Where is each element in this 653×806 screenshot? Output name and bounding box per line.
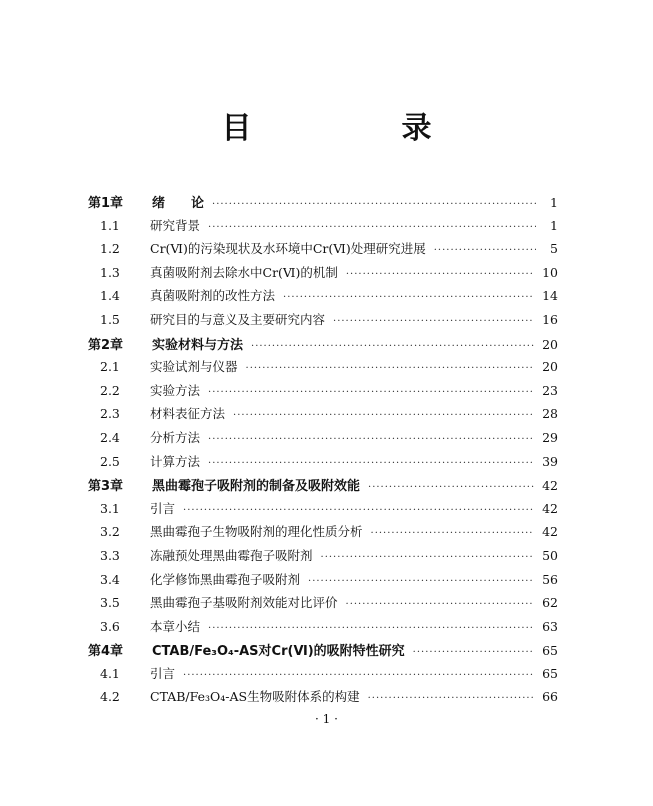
toc-entry-page: 42 <box>542 500 558 516</box>
toc-entry-title: 实验试剂与仪器 <box>150 359 238 375</box>
toc-section-entry <box>88 381 558 405</box>
toc-section-entry <box>88 357 558 381</box>
toc-section-entry <box>88 593 558 617</box>
toc-entry-number: 2.5 <box>100 453 120 469</box>
toc-entry-number: 2.2 <box>100 382 120 398</box>
toc-entry-page: 23 <box>542 382 558 398</box>
toc-entry-page: 29 <box>542 429 558 445</box>
toc-section-entry <box>88 216 558 240</box>
toc-entry-page: 14 <box>542 288 558 304</box>
toc-entry-number: 4.1 <box>100 665 120 681</box>
toc-entry-number: 3.3 <box>100 547 120 563</box>
toc-leader-dots <box>208 434 534 445</box>
toc-entry-title: 计算方法 <box>150 453 201 469</box>
toc-chapter-entry <box>88 640 558 664</box>
toc-entry-title: 冻融预处理黑曲霉孢子吸附剂 <box>150 547 313 563</box>
toc-entry-number: 第3章 <box>88 479 124 495</box>
toc-entry-title: 黑曲霉孢子吸附剂的制备及吸附效能 <box>152 479 361 495</box>
toc-section-entry <box>88 546 558 570</box>
toc-entry-page: 42 <box>542 478 558 494</box>
toc-entry-page: 10 <box>542 264 558 280</box>
toc-leader-dots <box>283 292 534 303</box>
toc-entry-title: 研究目的与意义及主要研究内容 <box>150 311 326 327</box>
toc-entry-title: 实验方法 <box>150 382 201 398</box>
toc-entry-page: 65 <box>542 665 558 681</box>
toc-section-entry <box>88 452 558 476</box>
toc-section-entry <box>88 499 558 523</box>
toc-section-entry <box>88 310 558 334</box>
toc-entry-page: 66 <box>542 689 558 705</box>
toc-leader-dots <box>212 199 536 210</box>
toc-entry-number: 4.2 <box>100 689 120 705</box>
toc-leader-dots <box>321 552 535 563</box>
toc-entry-number: 1.2 <box>100 241 120 257</box>
toc-leader-dots <box>183 670 534 681</box>
toc-entry-page: 42 <box>542 524 558 540</box>
toc-entry-number: 第2章 <box>88 337 124 353</box>
toc-entry-title: 本章小结 <box>150 618 201 634</box>
toc-leader-dots <box>308 576 534 587</box>
toc-entry-page: 39 <box>542 453 558 469</box>
toc-entry-title: 化学修饰黑曲霉孢子吸附剂 <box>150 571 301 587</box>
toc-leader-dots <box>346 269 534 280</box>
toc-leader-dots <box>208 458 534 469</box>
toc-entry-title: 引言 <box>150 665 176 681</box>
toc-chapter-entry <box>88 475 558 499</box>
toc-section-entry <box>88 286 558 310</box>
toc-section-entry <box>88 687 558 711</box>
toc-entry-page: 20 <box>542 359 558 375</box>
toc-leader-dots <box>208 623 534 634</box>
toc-entry-number: 1.4 <box>100 288 120 304</box>
toc-entry-page: 65 <box>542 643 558 659</box>
toc-entry-title: 研究背景 <box>150 217 201 233</box>
toc-section-entry <box>88 404 558 428</box>
toc-entry-title: 黑曲霉孢子基吸附剂效能对比评价 <box>150 595 338 611</box>
toc-leader-dots <box>208 222 536 233</box>
toc-entry-title: 真菌吸附剂去除水中Cr(Ⅵ)的机制 <box>150 264 338 280</box>
toc-leader-dots <box>333 316 534 327</box>
toc-entry-number: 第4章 <box>88 644 124 660</box>
toc-entry-number: 1.5 <box>100 311 120 327</box>
toc-entry-page: 62 <box>542 595 558 611</box>
toc-section-entry <box>88 428 558 452</box>
toc-entry-title: 黑曲霉孢子生物吸附剂的理化性质分析 <box>150 524 363 540</box>
toc-entry-number: 1.1 <box>100 217 120 233</box>
table-of-contents <box>88 192 558 711</box>
toc-entry-number: 1.3 <box>100 264 120 280</box>
toc-entry-page: 63 <box>542 618 558 634</box>
toc-leader-dots <box>434 245 536 256</box>
toc-entry-page: 28 <box>542 406 558 422</box>
toc-chapter-entry <box>88 334 558 358</box>
toc-entry-title: 材料表征方法 <box>150 406 226 422</box>
toc-section-entry <box>88 617 558 641</box>
toc-leader-dots <box>246 363 535 374</box>
toc-leader-dots <box>413 647 534 658</box>
toc-entry-number: 3.4 <box>100 571 120 587</box>
toc-entry-page: 20 <box>542 336 558 352</box>
toc-entry-title: 实验材料与方法 <box>152 337 244 353</box>
toc-entry-number: 3.6 <box>100 618 120 634</box>
toc-entry-page: 5 <box>550 241 558 257</box>
toc-entry-number: 2.4 <box>100 429 120 445</box>
toc-entry-title: CTAB/Fe₃O₄-AS生物吸附体系的构建 <box>150 689 360 705</box>
toc-leader-dots <box>208 387 534 398</box>
toc-section-entry <box>88 570 558 594</box>
toc-leader-dots <box>251 341 534 352</box>
toc-entry-page: 56 <box>542 571 558 587</box>
toc-entry-number: 3.2 <box>100 524 120 540</box>
page-number: · 1 · <box>315 712 338 726</box>
toc-entry-title: CTAB/Fe₃O₄-AS对Cr(Ⅵ)的吸附特性研究 <box>152 644 405 660</box>
toc-entry-page: 1 <box>550 195 558 210</box>
toc-chapter-entry <box>88 192 558 216</box>
page-title: 目 录 <box>221 111 492 146</box>
toc-entry-title: 引言 <box>150 500 176 516</box>
toc-entry-title: 分析方法 <box>150 429 201 445</box>
toc-leader-dots <box>233 410 534 421</box>
toc-entry-page: 16 <box>542 311 558 327</box>
toc-entry-number: 第1章 <box>88 196 124 211</box>
toc-leader-dots <box>371 528 535 539</box>
toc-section-entry <box>88 664 558 688</box>
toc-entry-number: 2.1 <box>100 359 120 375</box>
toc-leader-dots <box>346 599 535 610</box>
toc-leader-dots <box>368 693 534 704</box>
toc-entry-page: 1 <box>550 217 558 233</box>
toc-entry-number: 3.1 <box>100 500 120 516</box>
toc-leader-dots <box>368 482 534 493</box>
toc-entry-title: 真菌吸附剂的改性方法 <box>150 288 276 304</box>
toc-section-entry <box>88 263 558 287</box>
toc-entry-number: 2.3 <box>100 406 120 422</box>
toc-entry-number: 3.5 <box>100 595 120 611</box>
toc-section-entry <box>88 239 558 263</box>
toc-leader-dots <box>183 505 534 516</box>
toc-entry-title: 绪 论 <box>152 196 205 211</box>
toc-section-entry <box>88 522 558 546</box>
toc-entry-page: 50 <box>542 547 558 563</box>
toc-entry-title: Cr(Ⅵ)的污染现状及水环境中Cr(Ⅵ)处理研究进展 <box>150 241 426 257</box>
